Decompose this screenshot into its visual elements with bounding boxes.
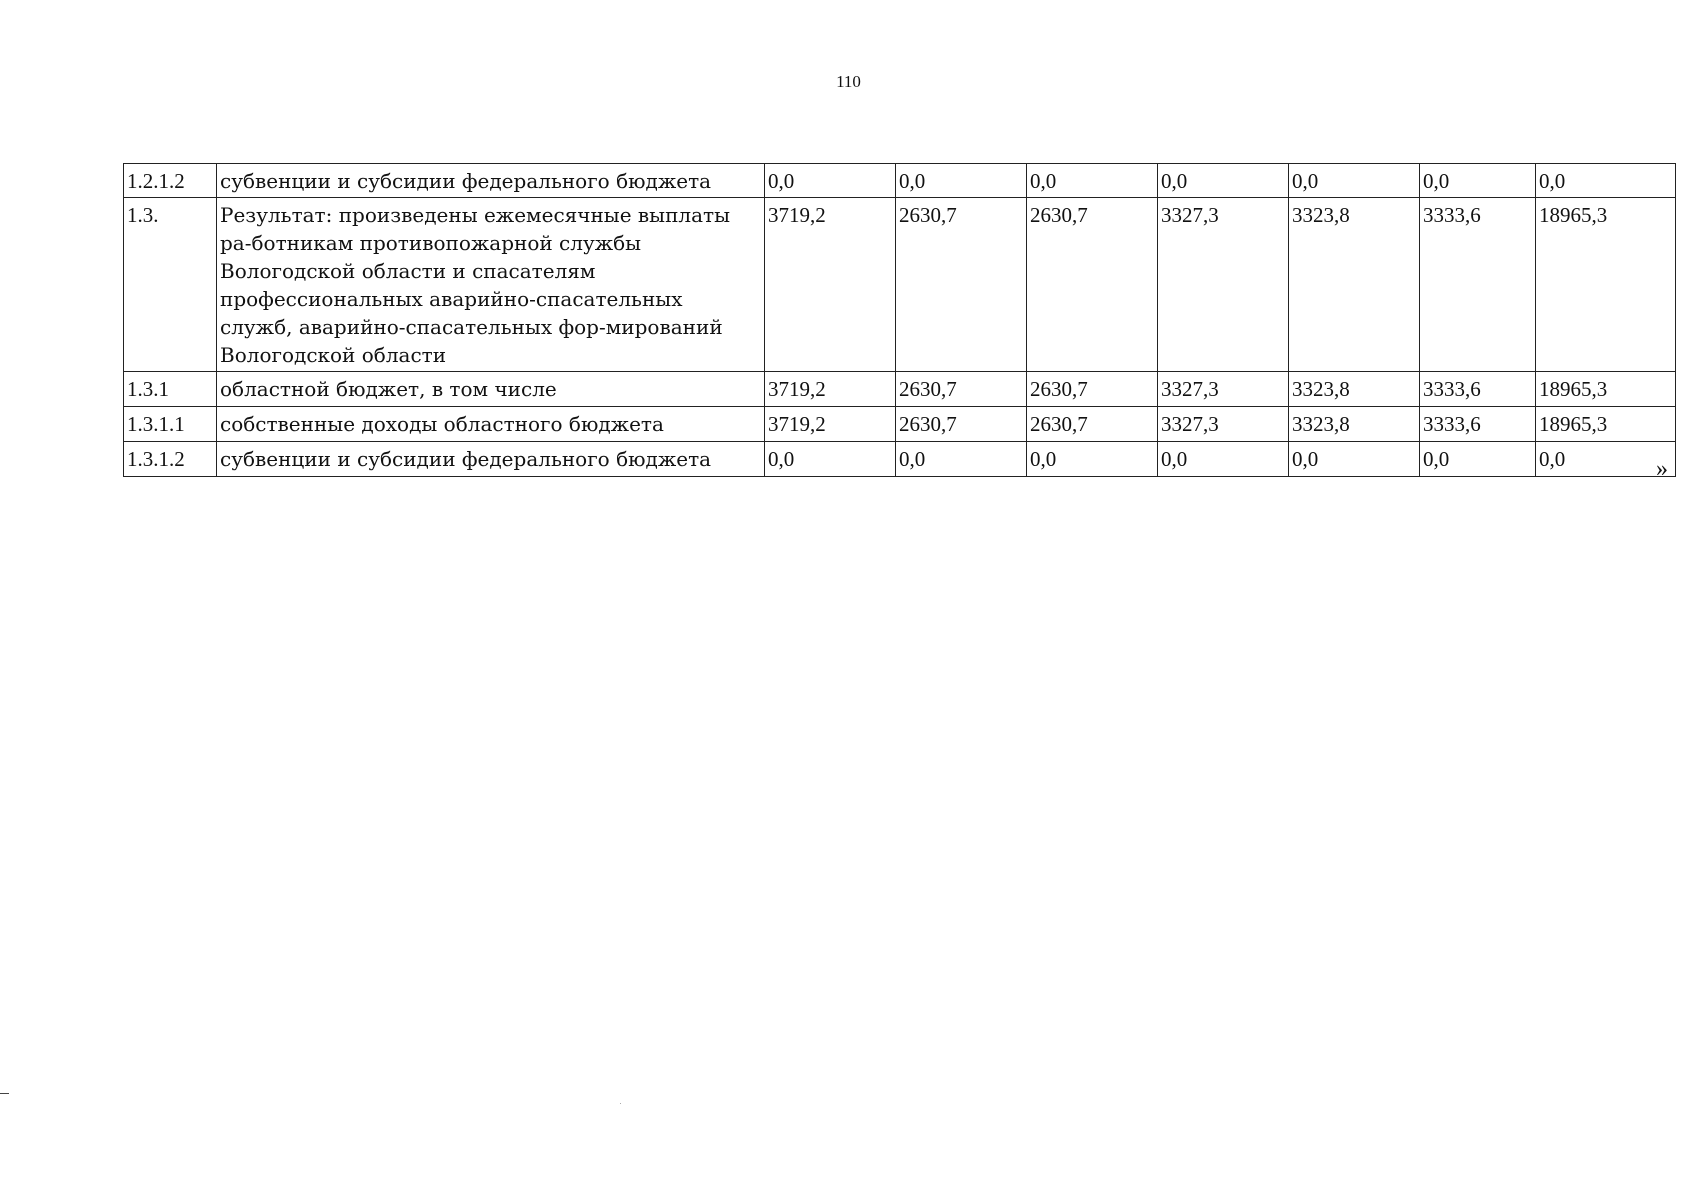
row-code: 1.3.1 (124, 372, 217, 407)
row-value: 0,0 (1158, 164, 1289, 198)
row-value: 0,0 (1420, 164, 1536, 198)
row-value: 2630,7 (896, 372, 1027, 407)
row-value: 3719,2 (765, 407, 896, 442)
row-value: 0,0 (1420, 442, 1536, 477)
row-value: 0,0 (1027, 164, 1158, 198)
row-value: 18965,3 (1536, 198, 1676, 372)
row-description: собственные доходы областного бюджета (217, 407, 765, 442)
budget-table (123, 163, 1676, 477)
row-code: 1.3.1.2 (124, 442, 217, 477)
row-value: 3327,3 (1158, 407, 1289, 442)
row-value: 3333,6 (1420, 372, 1536, 407)
row-value: 3327,3 (1158, 372, 1289, 407)
row-description: субвенции и субсидии федерального бюджета (217, 442, 765, 477)
row-value: 0,0 (1158, 442, 1289, 477)
row-code: 1.3.1.1 (124, 407, 217, 442)
table-row (124, 372, 1676, 407)
row-value: 0,0 (1289, 164, 1420, 198)
row-value: 3333,6 (1420, 407, 1536, 442)
row-code: 1.2.1.2 (124, 164, 217, 198)
scan-edge-mark (0, 1093, 9, 1094)
page-number: 110 (836, 72, 861, 91)
row-value: 2630,7 (896, 198, 1027, 372)
row-value: 18965,3 (1536, 407, 1676, 442)
row-value: 2630,7 (896, 407, 1027, 442)
row-value: 2630,7 (1027, 198, 1158, 372)
row-value: 3323,8 (1289, 372, 1420, 407)
row-value: 0,0 (896, 442, 1027, 477)
row-value: 2630,7 (1027, 407, 1158, 442)
row-description: Результат: произведены ежемесячные выплаты ра-ботникам противопожарной службы Вологодской области и спасателям профессиональных аварийно-спасательных служб, аварийно-спасательных фор-мирований Вологодской области (217, 198, 765, 372)
row-value: 18965,3 (1536, 372, 1676, 407)
table-row (124, 198, 1676, 372)
row-value: 0,0 (765, 442, 896, 477)
row-code: 1.3. (124, 198, 217, 372)
table-row (124, 164, 1676, 198)
row-description: областной бюджет, в том числе (217, 372, 765, 407)
row-value: 2630,7 (1027, 372, 1158, 407)
row-value: 0,0 (765, 164, 896, 198)
row-value: 0,0 (1536, 442, 1676, 477)
row-value: 3333,6 (1420, 198, 1536, 372)
row-value: 3719,2 (765, 198, 896, 372)
row-value: 3327,3 (1158, 198, 1289, 372)
row-value: 3323,8 (1289, 198, 1420, 372)
row-value: 3719,2 (765, 372, 896, 407)
row-description: субвенции и субсидии федерального бюджета (217, 164, 765, 198)
closing-quote-mark: » (1656, 456, 1668, 482)
row-value: 0,0 (896, 164, 1027, 198)
row-value: 0,0 (1536, 164, 1676, 198)
row-value: 0,0 (1289, 442, 1420, 477)
row-value: 0,0 (1027, 442, 1158, 477)
table-row (124, 407, 1676, 442)
table-row (124, 442, 1676, 477)
row-value: 3323,8 (1289, 407, 1420, 442)
scan-speck (620, 1103, 621, 1104)
